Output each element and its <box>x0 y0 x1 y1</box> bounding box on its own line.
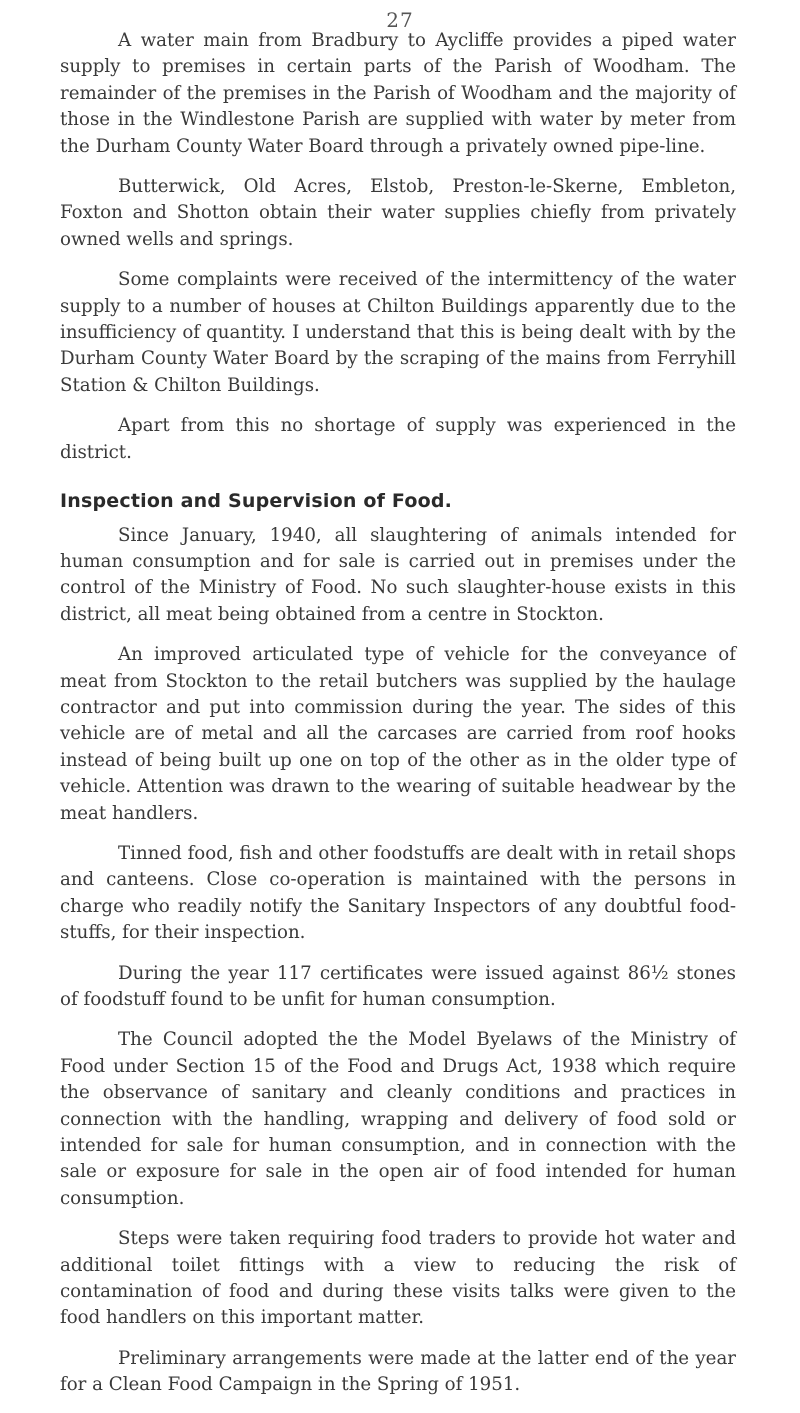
page-number: 27 <box>386 8 414 32</box>
paragraph-water-main: A water main from Bradbury to Aycliffe provides a piped water supply to premises in certain parts of the Parish of Woodham. The remainder of the premises in the Parish of Woodham and the majority of those in the Windlestone Parish are supplied with water by meter from the Durham County Water Board through a privately owned pipe-line. <box>60 30 736 157</box>
paragraph-vehicle: An improved articulated type of vehicle for the conveyance of meat from Stockton to the retail butchers was supplied by the haulage contractor and put into commission during the year. The sides of this vehicle are of metal and all the carcases are carried from roof hooks instead of being built up one on top of the other as in the older type of vehicle. Attention was drawn to the wearing of suitable headwear by the meat handlers. <box>60 644 736 824</box>
paragraph-clean-food-campaign: Preliminary arrangements were made at the latter end of the year for a Clean Food Campaign in the Spring of 1951. <box>60 1347 736 1396</box>
document-body <box>60 28 736 1413</box>
paragraph-complaints: Some complaints were received of the intermittency of the water supply to a number of houses at Chilton Buildings apparently due to the insufficiency of quantity. I understand that this is being dealt with by the Durham County Water Board by the scraping of the mains from Ferryhill Station & Chilton Buildings. <box>60 269 736 396</box>
paragraph-private-wells: Butterwick, Old Acres, Elstob, Preston-le-Skerne, Embleton, Foxton and Shotton obtain their water supplies chiefly from privately owned wells and springs. <box>60 176 736 250</box>
paragraph-hot-water: Steps were taken requiring food traders to provide hot water and additional toilet fittings with a view to reducing the risk of contamination of food and during these visits talks were given to the food handlers on this important matter. <box>60 1228 736 1329</box>
paragraph-byelaws: The Council adopted the the Model Byelaws of the Ministry of Food under Section 15 of the Food and Drugs Act, 1938 which require the observance of sanitary and cleanly conditions and practices in connection with the handling, wrapping and delivery of food sold or intended for sale for human consumption, and in connection with the sale or exposure for sale in the open air of food intended for human consumption. <box>60 1029 736 1209</box>
paragraph-slaughtering: Since January, 1940, all slaughtering of animals intended for human consumption and for sale is carried out in premises under the control of the Ministry of Food. No such slaughter-house exists in this district, all meat being obtained from a centre in Stockton. <box>60 524 736 625</box>
paragraph-tinned-food: Tinned food, fish and other foodstuffs are dealt with in retail shops and canteens. Close co-operation is maintained with the persons in charge who readily notify the Sanitary Inspectors of any doubtful food-stuffs, for their inspection. <box>60 842 736 944</box>
paragraph-no-shortage: Apart from this no shortage of supply was experienced in the district. <box>60 415 736 463</box>
section-heading-food-inspection: Inspection and Supervision of Food. <box>60 490 453 513</box>
paragraph-certificates: During the year 117 certificates were issued against 86½ stones of foodstuff found to be unfit for human consumption. <box>60 962 736 1010</box>
